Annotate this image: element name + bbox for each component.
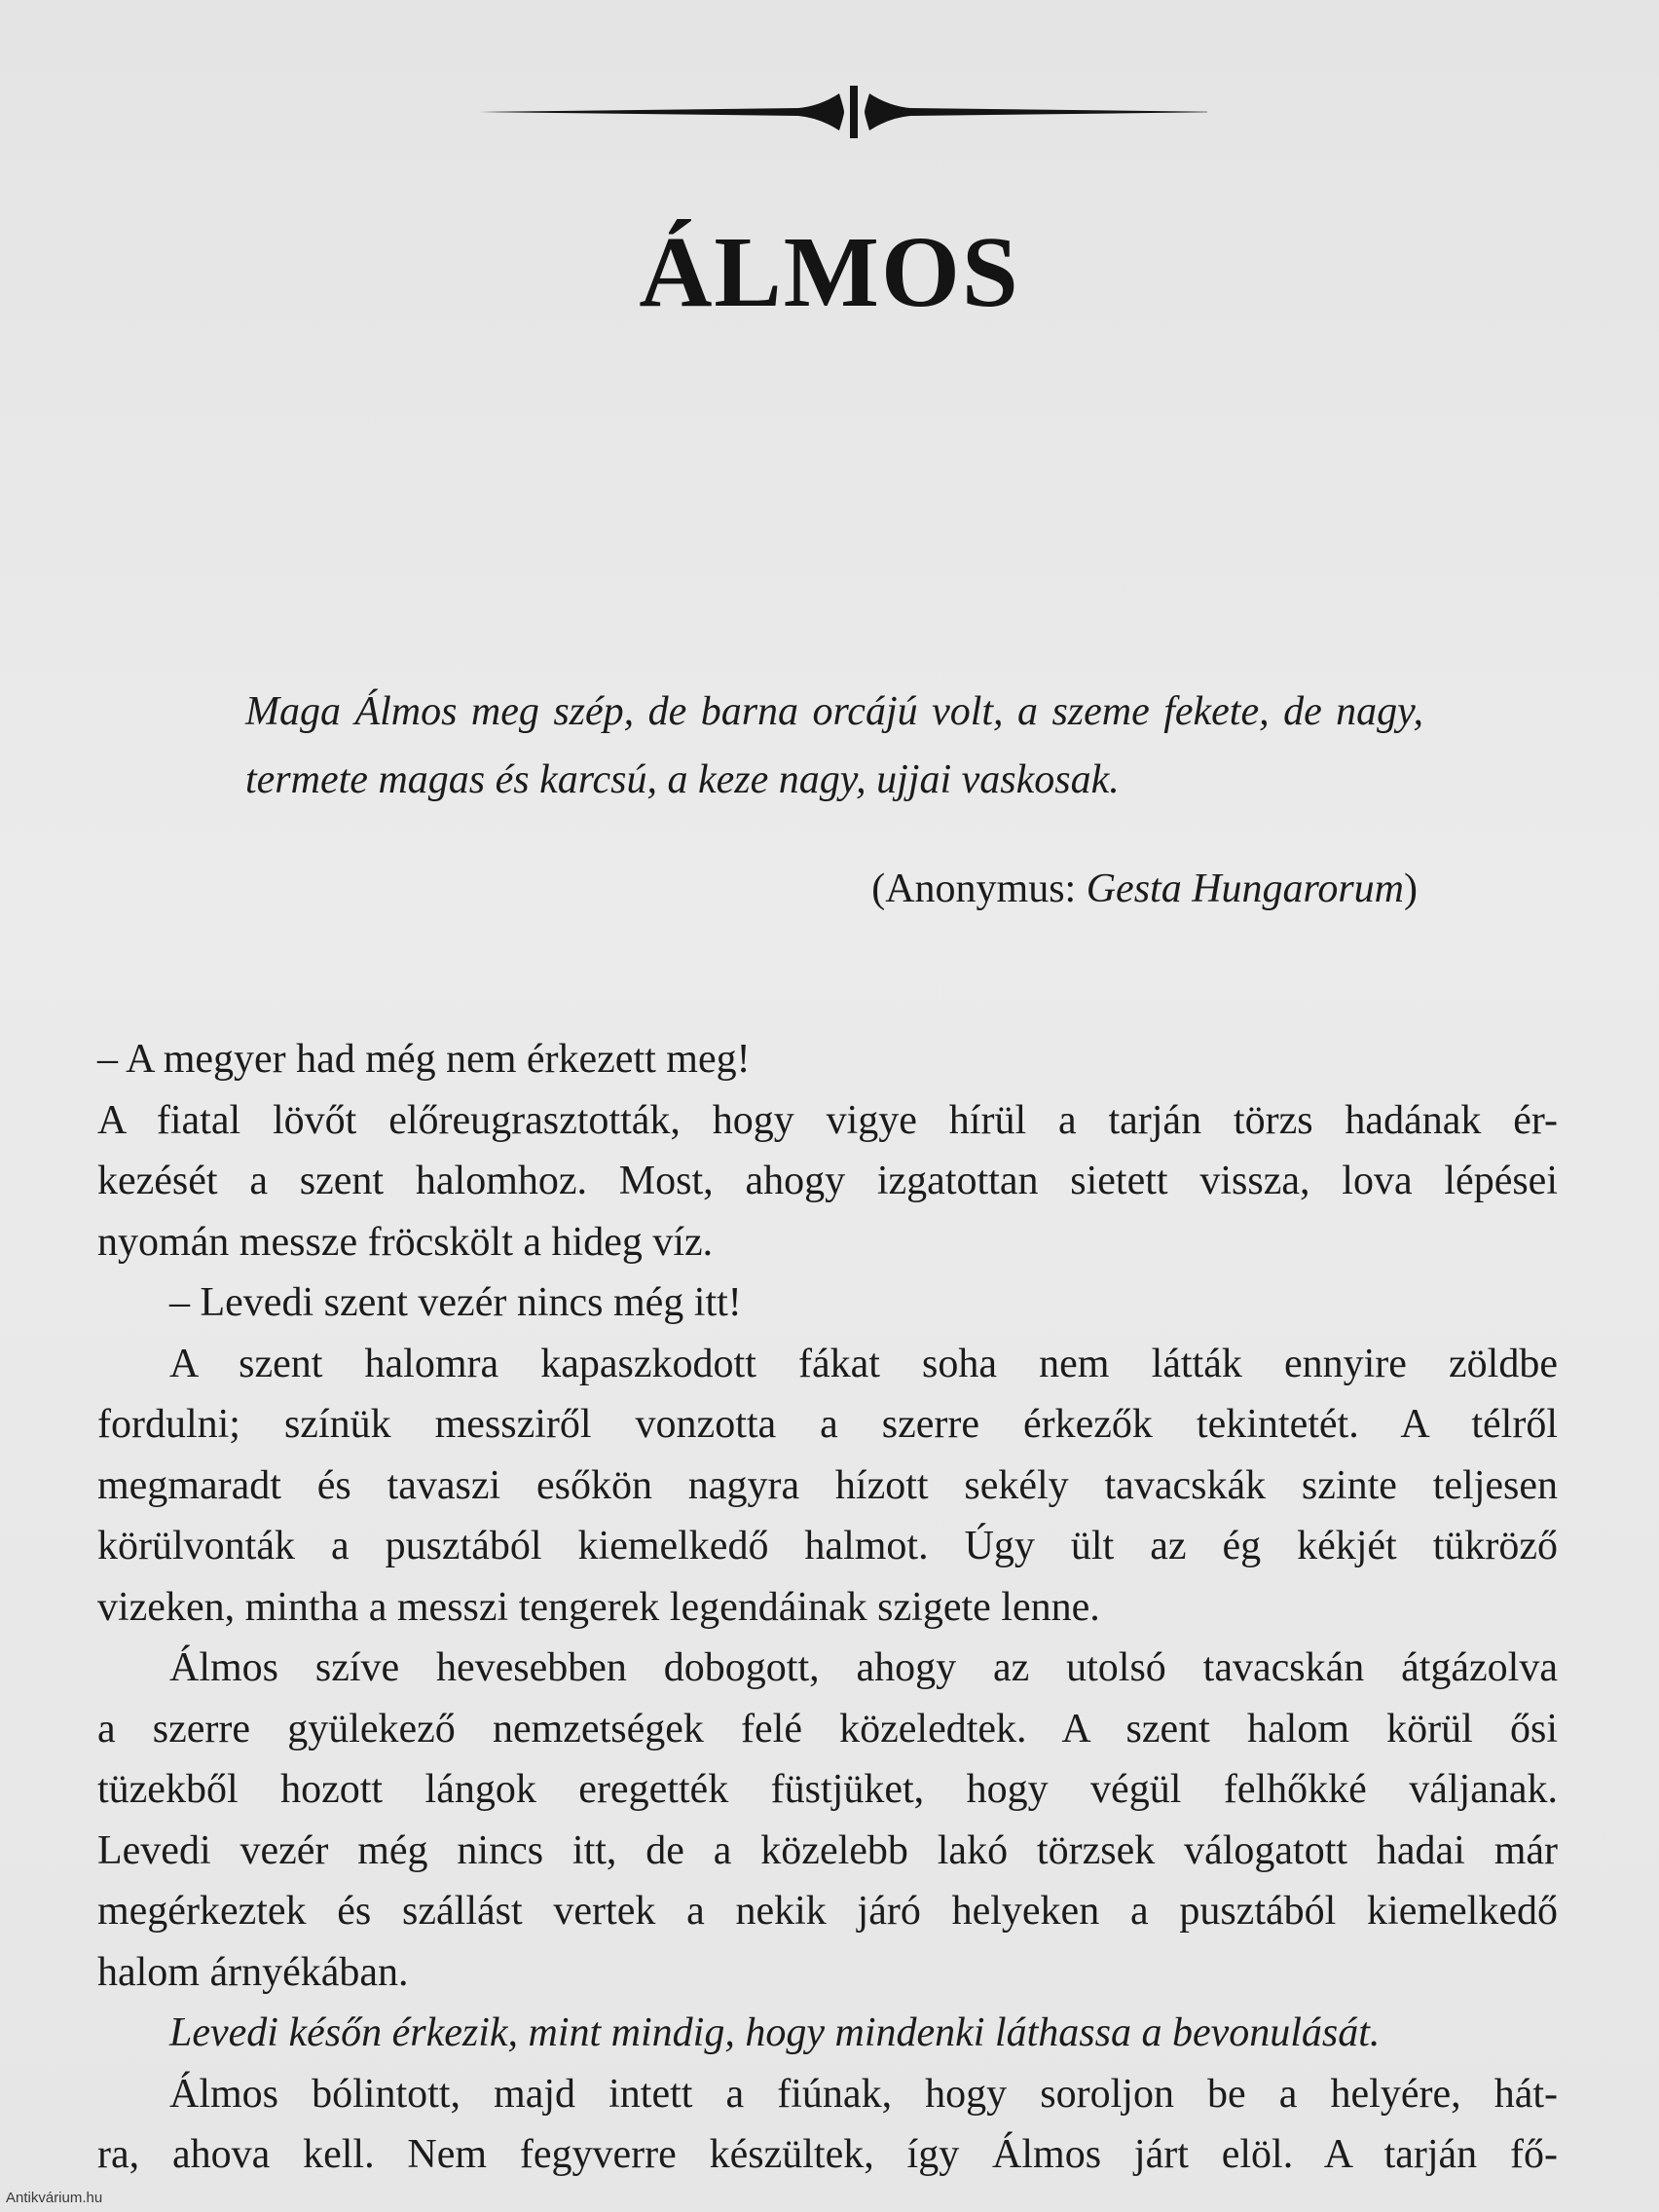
- text-line: A fiatal lövőt előreugrasztották, hogy vigye hírül a tarján törzs hadának ér-: [97, 1097, 1558, 1143]
- text-line: megérkeztek és szállást vertek a nekik járó helyeken a pusztából kiemelkedő: [97, 1889, 1558, 1934]
- text-line: ra, ahova kell. Nem fegyverre készültek, így Álmos járt elöl. A tarján fő-: [97, 2132, 1558, 2177]
- paragraph-1: – A megyer had még nem érkezett meg!: [97, 1037, 751, 1082]
- paragraph-5: [97, 1638, 1558, 2003]
- text-line: vizeken, mintha a messzi tengerek legendáinak szigete lenne.: [97, 1584, 1100, 1630]
- text-line: Álmos bólintott, majd intett a fiúnak, hogy soroljon be a helyére, hát-: [169, 2071, 1558, 2117]
- ornament-divider-icon: [477, 78, 1207, 146]
- body-text: [97, 1029, 1558, 2186]
- source-close: ): [1404, 866, 1418, 911]
- paragraph-2: [97, 1090, 1558, 1273]
- text-line: tüzekből hozott lángok eregették füstjüket, hogy végül felhőkké váljanak.: [97, 1767, 1558, 1812]
- text-line: nyomán messze fröcskölt a hideg víz.: [97, 1219, 714, 1265]
- text-line: a szerre gyülekező nemzetségek felé közeledtek. A szent halom körül ősi: [97, 1706, 1558, 1751]
- paragraph-4: [97, 1334, 1558, 1639]
- text-line: Álmos szíve hevesebben dobogott, ahogy az utolsó tavacskán átgázolva: [169, 1645, 1558, 1690]
- text-line: Levedi vezér még nincs itt, de a közelebb lakó törzsek válogatott hadai már: [97, 1827, 1558, 1873]
- paragraph-6: Levedi későn érkezik, mint mindig, hogy mindenki láthassa a bevonulását.: [169, 2010, 1381, 2055]
- text-line: kezését a szent halomhoz. Most, ahogy izgatottan sietett vissza, lova lépései: [97, 1159, 1558, 1203]
- source-work: Gesta Hungarorum: [1086, 866, 1404, 911]
- watermark: Antikvárium.hu: [6, 2190, 103, 2206]
- source-author: (Anonymus:: [871, 866, 1087, 911]
- chapter-title: ÁLMOS: [639, 216, 1020, 328]
- paragraph-7: [97, 2064, 1558, 2186]
- epigraph-quote: Maga Álmos meg szép, de barna orcájú volt, a szeme fekete, de nagy, termete magas és karcsú, a keze nagy, ujjai vaskosak.: [245, 689, 1423, 802]
- text-line: körülvonták a pusztából kiemelkedő halmot. Úgy ült az ég kékjét tükröző: [97, 1524, 1558, 1568]
- paragraph-3: – Levedi szent vezér nincs még itt!: [169, 1280, 742, 1325]
- epigraph-source: [871, 855, 1418, 923]
- text-line: fordulni; színük messziről vonzotta a szerre érkezők tekintetét. A télről: [97, 1402, 1558, 1447]
- text-line: megmaradt és tavaszi esőkön nagyra hízott sekély tavacskák szinte teljesen: [97, 1462, 1558, 1508]
- text-line: halom árnyékában.: [97, 1949, 409, 1995]
- text-line: A szent halomra kapaszkodott fákat soha nem látták ennyire zöldbe: [169, 1341, 1558, 1386]
